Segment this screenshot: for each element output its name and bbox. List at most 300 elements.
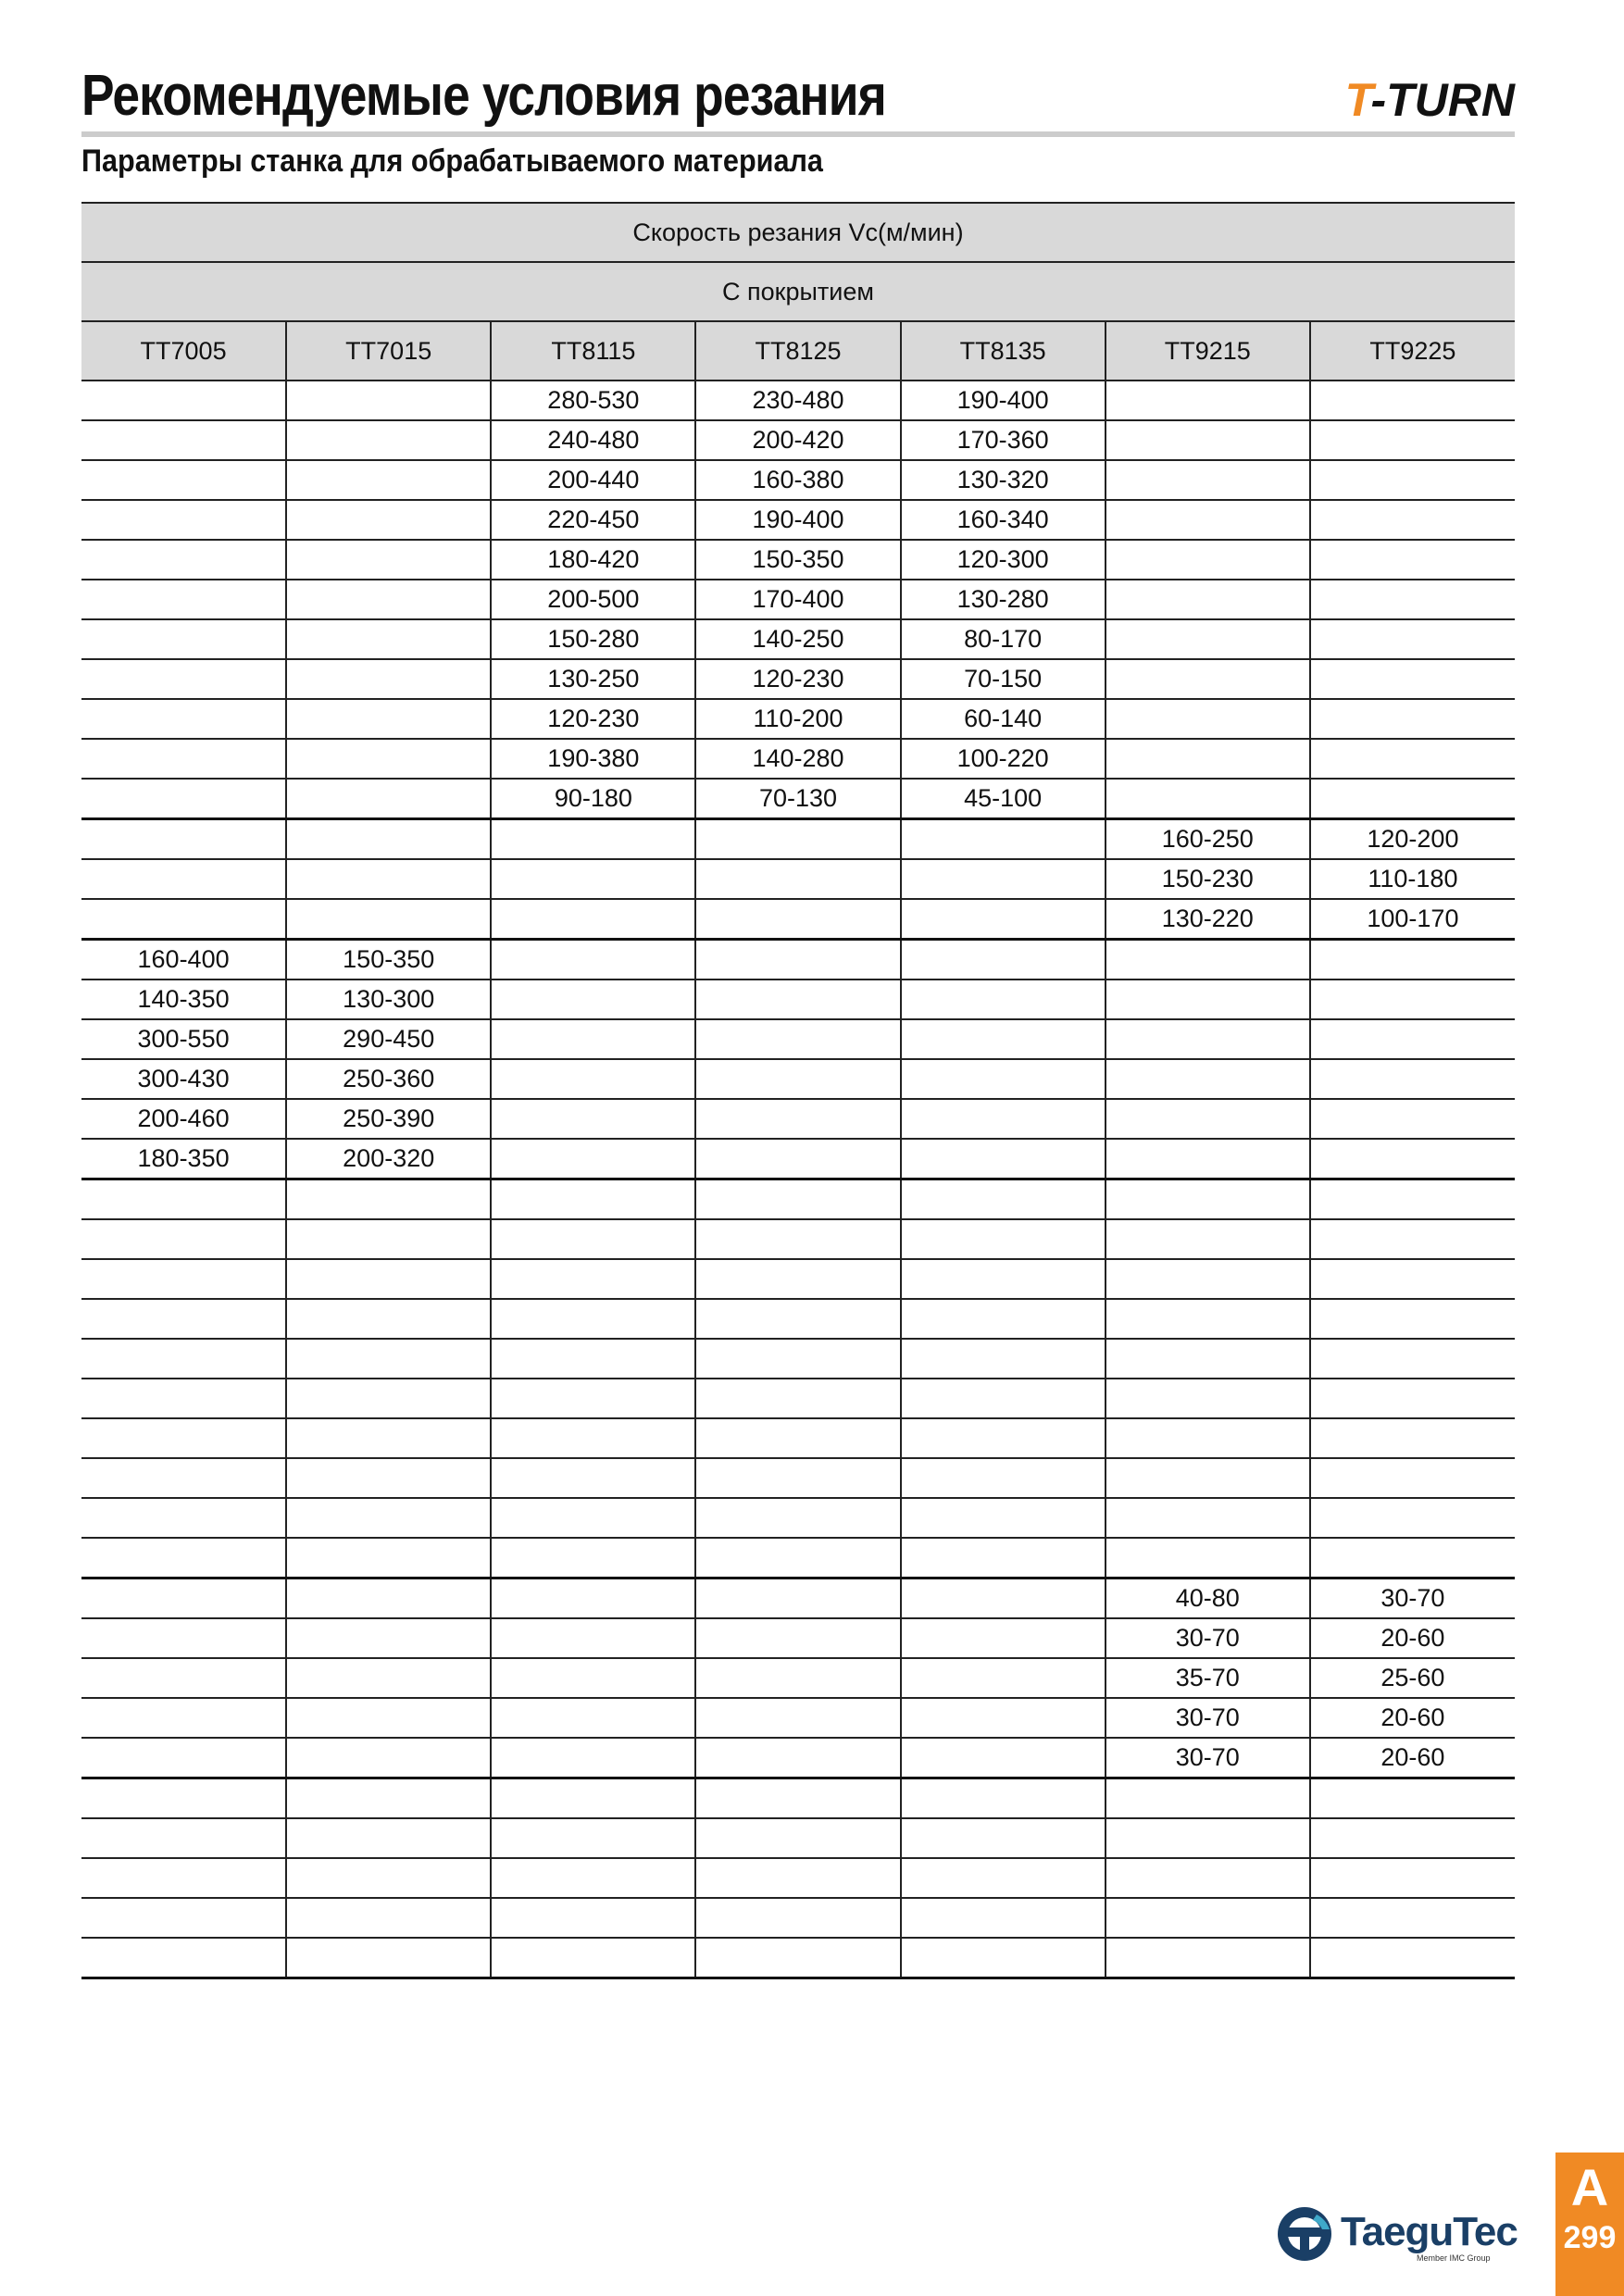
table-cell: 160-400	[81, 940, 286, 980]
table-cell: 170-360	[901, 420, 1106, 460]
table-cell	[901, 1259, 1106, 1299]
table-cell	[286, 1578, 491, 1619]
table-cell	[1106, 460, 1310, 500]
table-row	[81, 1498, 1515, 1538]
table-cell: 100-170	[1310, 899, 1515, 940]
table-cell	[491, 1219, 695, 1259]
table-cell	[81, 1259, 286, 1299]
table-cell	[1106, 500, 1310, 540]
table-row	[81, 1578, 1515, 1619]
table-cell	[1106, 1858, 1310, 1898]
table-cell	[901, 1219, 1106, 1259]
table-cell	[491, 1179, 695, 1220]
table-cell	[491, 1339, 695, 1379]
table-cell	[1310, 460, 1515, 500]
table-cell: 80-170	[901, 619, 1106, 659]
column-header-tt9225: TT9225	[1310, 321, 1515, 381]
table-cell	[1310, 1139, 1515, 1179]
table-cell	[286, 619, 491, 659]
table-cell	[491, 940, 695, 980]
table-cell	[1106, 540, 1310, 580]
table-cell	[1310, 1418, 1515, 1458]
table-cell	[491, 1019, 695, 1059]
table-cell	[491, 1139, 695, 1179]
table-cell	[1106, 699, 1310, 739]
table-cell: 100-220	[901, 739, 1106, 779]
table-row	[81, 1738, 1515, 1778]
table-cell	[1106, 1059, 1310, 1099]
table-row	[81, 580, 1515, 619]
table-row	[81, 1059, 1515, 1099]
table-row	[81, 1698, 1515, 1738]
table-cell	[81, 1778, 286, 1819]
column-header-tt8115: TT8115	[491, 321, 695, 381]
table-cell: 220-450	[491, 500, 695, 540]
table-cell	[1106, 381, 1310, 420]
table-cell	[81, 819, 286, 860]
table-cell	[1310, 1778, 1515, 1819]
table-cell: 70-150	[901, 659, 1106, 699]
table-cell	[901, 1339, 1106, 1379]
table-cell: 140-280	[695, 739, 900, 779]
table-cell	[1310, 1099, 1515, 1139]
table-cell	[81, 779, 286, 819]
table-cell	[81, 1498, 286, 1538]
table-cell	[81, 1578, 286, 1619]
table-cell: 25-60	[1310, 1658, 1515, 1698]
table-row	[81, 500, 1515, 540]
table-cell: 140-350	[81, 980, 286, 1019]
table-cell: 30-70	[1106, 1698, 1310, 1738]
table-row	[81, 1858, 1515, 1898]
table-cell	[286, 1698, 491, 1738]
table-cell	[695, 859, 900, 899]
table-row	[81, 619, 1515, 659]
column-header-tt9215: TT9215	[1106, 321, 1310, 381]
table-cell	[695, 1898, 900, 1938]
table-cell	[1106, 1818, 1310, 1858]
table-cell	[1310, 1898, 1515, 1938]
logo-name: TaeguTec	[1341, 2209, 1518, 2254]
table-cell	[81, 1618, 286, 1658]
table-cell	[901, 1938, 1106, 1978]
table-cell	[695, 1738, 900, 1778]
table-row	[81, 1458, 1515, 1498]
table-row	[81, 859, 1515, 899]
table-cell	[1106, 1299, 1310, 1339]
table-cell	[695, 1858, 900, 1898]
table-cell	[491, 1458, 695, 1498]
table-cell: 130-250	[491, 659, 695, 699]
table-cell	[81, 1738, 286, 1778]
table-cell	[81, 699, 286, 739]
table-cell	[491, 819, 695, 860]
column-header-tt8135: TT8135	[901, 321, 1106, 381]
table-cell	[1310, 420, 1515, 460]
table-cell	[901, 1538, 1106, 1578]
coated-header: С покрытием	[81, 262, 1515, 321]
table-cell	[1310, 739, 1515, 779]
table-cell	[901, 1059, 1106, 1099]
table-cell: 160-380	[695, 460, 900, 500]
table-cell: 30-70	[1310, 1578, 1515, 1619]
table-cell: 200-500	[491, 580, 695, 619]
table-cell	[491, 1698, 695, 1738]
table-cell	[901, 1578, 1106, 1619]
table-cell	[1106, 1898, 1310, 1938]
table-cell	[81, 1538, 286, 1578]
table-cell	[286, 1299, 491, 1339]
table-cell	[1106, 779, 1310, 819]
table-cell: 120-230	[491, 699, 695, 739]
table-cell	[286, 1738, 491, 1778]
table-cell: 60-140	[901, 699, 1106, 739]
table-cell: 45-100	[901, 779, 1106, 819]
table-cell	[81, 1179, 286, 1220]
table-cell	[695, 1219, 900, 1259]
table-cell	[81, 1818, 286, 1858]
table-cell: 90-180	[491, 779, 695, 819]
table-cell: 200-420	[695, 420, 900, 460]
table-cell	[491, 1578, 695, 1619]
table-cell	[1310, 619, 1515, 659]
table-cell	[1310, 1858, 1515, 1898]
table-cell	[901, 899, 1106, 940]
table-row	[81, 1538, 1515, 1578]
table-cell: 250-390	[286, 1099, 491, 1139]
table-cell	[286, 1259, 491, 1299]
table-cell	[286, 1618, 491, 1658]
table-cell	[81, 1379, 286, 1418]
table-cell	[1310, 540, 1515, 580]
table-cell	[286, 420, 491, 460]
page-subtitle: Параметры станка для обрабатываемого материала	[81, 144, 823, 179]
table-cell: 130-280	[901, 580, 1106, 619]
table-cell	[491, 899, 695, 940]
table-cell	[81, 1898, 286, 1938]
table-cell	[286, 460, 491, 500]
table-cell	[1310, 1498, 1515, 1538]
table-row	[81, 1339, 1515, 1379]
table-cell	[81, 500, 286, 540]
table-cell	[491, 1538, 695, 1578]
table-cell	[695, 1698, 900, 1738]
table-cell: 120-200	[1310, 819, 1515, 860]
table-cell	[491, 1658, 695, 1698]
table-cell	[81, 1418, 286, 1458]
table-cell	[1106, 659, 1310, 699]
table-cell	[1106, 580, 1310, 619]
table-cell	[491, 859, 695, 899]
table-cell	[1106, 420, 1310, 460]
table-row	[81, 460, 1515, 500]
table-cell: 300-550	[81, 1019, 286, 1059]
table-cell	[1106, 739, 1310, 779]
table-cell	[901, 1818, 1106, 1858]
table-row	[81, 1938, 1515, 1978]
table-row	[81, 699, 1515, 739]
table-cell	[491, 980, 695, 1019]
table-cell	[1310, 1019, 1515, 1059]
table-cell	[901, 1179, 1106, 1220]
table-cell	[1310, 659, 1515, 699]
table-cell	[286, 1818, 491, 1858]
table-cell: 200-440	[491, 460, 695, 500]
table-cell: 190-400	[901, 381, 1106, 420]
table-cell: 150-230	[1106, 859, 1310, 899]
table-cell	[695, 1339, 900, 1379]
table-cell	[81, 1219, 286, 1259]
table-cell: 30-70	[1106, 1738, 1310, 1778]
table-row	[81, 1618, 1515, 1658]
brand-rest: -TURN	[1370, 74, 1515, 126]
table-cell	[1310, 1179, 1515, 1220]
table-cell: 200-320	[286, 1139, 491, 1179]
table-cell	[286, 1898, 491, 1938]
table-cell	[901, 1019, 1106, 1059]
table-cell	[695, 1019, 900, 1059]
table-cell	[1106, 1219, 1310, 1259]
table-row	[81, 899, 1515, 940]
cutting-speed-header: Скорость резания Vc(м/мин)	[81, 203, 1515, 262]
table-cell	[1310, 1219, 1515, 1259]
table-cell	[1310, 699, 1515, 739]
table-cell	[1106, 940, 1310, 980]
table-cell	[81, 1658, 286, 1698]
table-cell	[286, 1538, 491, 1578]
table-cell	[286, 779, 491, 819]
table-cell: 180-420	[491, 540, 695, 580]
table-cell	[1106, 1339, 1310, 1379]
table-cell	[491, 1618, 695, 1658]
title-rule	[81, 131, 1515, 137]
table-cell	[491, 1379, 695, 1418]
table-cell	[901, 1698, 1106, 1738]
table-cell	[695, 1099, 900, 1139]
taegutec-logo	[1276, 2202, 1517, 2266]
table-cell	[1310, 500, 1515, 540]
table-cell	[81, 659, 286, 699]
table-cell	[901, 1778, 1106, 1819]
table-row	[81, 1418, 1515, 1458]
table-row	[81, 739, 1515, 779]
table-cell: 70-130	[695, 779, 900, 819]
table-cell	[286, 540, 491, 580]
table-cell	[286, 1938, 491, 1978]
table-row	[81, 1658, 1515, 1698]
table-cell: 20-60	[1310, 1698, 1515, 1738]
table-cell	[81, 859, 286, 899]
table-cell: 290-450	[286, 1019, 491, 1059]
table-cell: 140-250	[695, 619, 900, 659]
table-cell	[901, 1099, 1106, 1139]
table-cell	[286, 1179, 491, 1220]
table-cell	[901, 1858, 1106, 1898]
table-cell	[491, 1099, 695, 1139]
table-cell	[286, 699, 491, 739]
logo-subtitle: Member IMC Group	[1417, 2253, 1491, 2263]
table-cell	[81, 1698, 286, 1738]
table-cell	[1310, 1458, 1515, 1498]
taegutec-logo-icon	[1276, 2205, 1333, 2263]
table-row	[81, 1259, 1515, 1299]
table-cell: 150-350	[286, 940, 491, 980]
table-cell	[695, 819, 900, 860]
table-cell	[695, 1379, 900, 1418]
table-cell: 180-350	[81, 1139, 286, 1179]
table-cell	[901, 1618, 1106, 1658]
column-header-tt7015: TT7015	[286, 321, 491, 381]
table-cell	[1310, 1299, 1515, 1339]
table-row	[81, 1299, 1515, 1339]
table-row	[81, 980, 1515, 1019]
table-cell: 230-480	[695, 381, 900, 420]
table-cell	[901, 1139, 1106, 1179]
table-cell	[901, 980, 1106, 1019]
table-cell	[1310, 940, 1515, 980]
table-row	[81, 540, 1515, 580]
table-cell	[81, 1858, 286, 1898]
table-row	[81, 1778, 1515, 1819]
table-cell	[1106, 980, 1310, 1019]
table-cell: 40-80	[1106, 1578, 1310, 1619]
section-letter: A	[1570, 2158, 1609, 2216]
table-cell: 240-480	[491, 420, 695, 460]
table-cell	[1310, 1818, 1515, 1858]
table-cell	[1106, 1538, 1310, 1578]
table-cell	[901, 1379, 1106, 1418]
table-cell	[695, 1139, 900, 1179]
table-cell: 130-320	[901, 460, 1106, 500]
table-cell	[286, 381, 491, 420]
table-cell	[286, 659, 491, 699]
table-cell	[1106, 1458, 1310, 1498]
table-cell: 110-180	[1310, 859, 1515, 899]
table-cell	[1106, 1379, 1310, 1418]
table-cell	[286, 1219, 491, 1259]
table-cell	[695, 1498, 900, 1538]
table-cell	[901, 1299, 1106, 1339]
table-cell	[491, 1818, 695, 1858]
table-cell	[491, 1898, 695, 1938]
table-cell	[491, 1259, 695, 1299]
table-cell	[1310, 1379, 1515, 1418]
table-cell	[491, 1858, 695, 1898]
table-cell	[81, 381, 286, 420]
table-cell	[1310, 1339, 1515, 1379]
table-cell	[901, 1498, 1106, 1538]
table-cell	[901, 859, 1106, 899]
table-cell	[1310, 1259, 1515, 1299]
table-row	[81, 1019, 1515, 1059]
table-cell	[695, 1259, 900, 1299]
page-number: 299	[1563, 2220, 1617, 2255]
table-cell	[695, 1938, 900, 1978]
table-cell	[286, 1339, 491, 1379]
table-cell	[1310, 1938, 1515, 1978]
brand-prefix: T	[1344, 74, 1371, 126]
table-cell: 120-230	[695, 659, 900, 699]
table-row	[81, 381, 1515, 420]
table-cell	[81, 739, 286, 779]
table-cell: 160-250	[1106, 819, 1310, 860]
table-cell: 190-380	[491, 739, 695, 779]
table-cell	[286, 1379, 491, 1418]
table-row	[81, 1898, 1515, 1938]
table-cell	[901, 940, 1106, 980]
table-cell	[491, 1778, 695, 1819]
table-row	[81, 940, 1515, 980]
table-row	[81, 1379, 1515, 1418]
table-cell	[1106, 1139, 1310, 1179]
table-cell	[491, 1938, 695, 1978]
table-cell	[286, 580, 491, 619]
table-cell	[286, 739, 491, 779]
table-cell	[491, 1059, 695, 1099]
table-cell	[81, 420, 286, 460]
table-row	[81, 659, 1515, 699]
table-cell	[286, 1778, 491, 1819]
table-cell	[286, 899, 491, 940]
table-cell: 150-350	[695, 540, 900, 580]
table-cell	[286, 1418, 491, 1458]
table-cell: 170-400	[695, 580, 900, 619]
table-cell	[81, 580, 286, 619]
grade-header-row	[81, 321, 1515, 381]
table-cell: 300-430	[81, 1059, 286, 1099]
table-cell: 130-300	[286, 980, 491, 1019]
table-cell: 35-70	[1106, 1658, 1310, 1698]
table-cell: 130-220	[1106, 899, 1310, 940]
table-cell	[1106, 1099, 1310, 1139]
table-row	[81, 819, 1515, 860]
table-cell	[695, 1059, 900, 1099]
table-cell	[286, 500, 491, 540]
table-cell	[695, 1538, 900, 1578]
table-cell	[1106, 1179, 1310, 1220]
table-cell	[695, 1618, 900, 1658]
t-turn-brand-logo	[1345, 72, 1515, 128]
table-cell	[901, 1418, 1106, 1458]
table-cell	[81, 540, 286, 580]
table-cell	[1106, 1259, 1310, 1299]
table-cell: 160-340	[901, 500, 1106, 540]
table-row	[81, 1818, 1515, 1858]
table-cell	[1106, 1778, 1310, 1819]
table-cell	[286, 859, 491, 899]
table-cell	[1310, 1059, 1515, 1099]
table-cell	[81, 1938, 286, 1978]
table-cell: 110-200	[695, 699, 900, 739]
table-cell	[695, 1458, 900, 1498]
page-title: Рекомендуемые условия резания	[81, 64, 886, 128]
column-header-tt7005: TT7005	[81, 321, 286, 381]
table-row	[81, 779, 1515, 819]
table-cell: 20-60	[1310, 1738, 1515, 1778]
table-cell	[1310, 580, 1515, 619]
table-cell	[491, 1738, 695, 1778]
table-cell: 250-360	[286, 1059, 491, 1099]
table-cell	[695, 1818, 900, 1858]
table-cell	[81, 899, 286, 940]
table-cell: 150-280	[491, 619, 695, 659]
table-cell	[286, 819, 491, 860]
table-cell	[695, 1418, 900, 1458]
table-cell	[1106, 619, 1310, 659]
cutting-speed-table	[81, 202, 1515, 1979]
table-cell: 190-400	[695, 500, 900, 540]
table-cell	[81, 460, 286, 500]
